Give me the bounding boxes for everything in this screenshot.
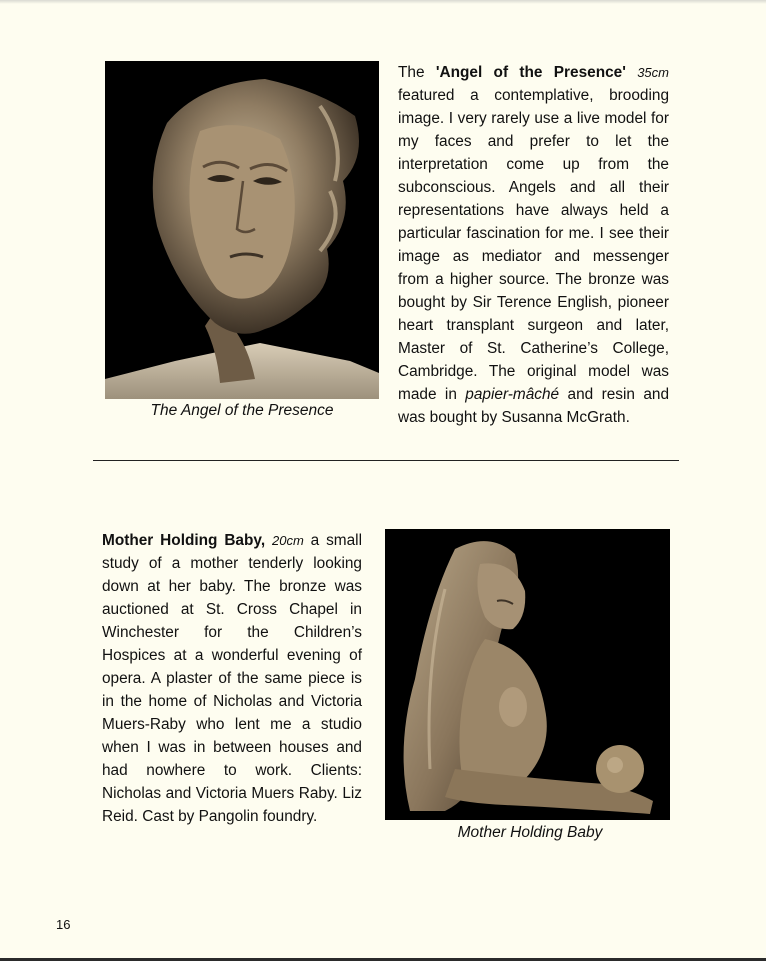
angel-text-prefix: The	[398, 64, 436, 81]
mother-baby-title: Mother Holding Baby,	[102, 532, 266, 549]
page-number: 16	[56, 917, 71, 932]
mother-baby-photo-caption: Mother Holding Baby	[457, 824, 603, 841]
angel-body-2: and resin and was bought by Susanna McGrath.	[398, 386, 670, 426]
page-top-edge	[0, 0, 766, 4]
mother-baby-body: a small study of a mother tenderly looking down at her baby. The bronze was auctioned at St. Cross Chapel in Winchester for the Children’s Hospices at a wonderful evening of opera. A plaster of the same piece is in the home of Nicholas and Victoria Muers-Raby who lent me a studio when I was in between houses and had nowhere to work. Clients: Nicholas and Victoria Muers Raby. Liz Reid. Cast by Pangolin foundry.	[102, 532, 363, 825]
angel-sculpture-photo	[105, 61, 379, 399]
angel-title: 'Angel of the Presence'	[435, 64, 626, 81]
angel-italic-term: papier-mâché	[465, 386, 560, 403]
angel-size: 35cm	[637, 65, 669, 80]
angel-photo-caption: The Angel of the Presence	[150, 402, 334, 419]
section-divider	[93, 460, 679, 461]
mother-baby-size: 20cm	[271, 533, 304, 548]
angel-description	[398, 61, 669, 429]
mother-baby-description	[102, 529, 362, 828]
angel-body-1: featured a contemplative, brooding image. I very rarely use a live model for my faces and prefer to let the interpretation come up from the subconscious. Angels and all their representations have always held a particular fascination for me. I see their image as mediator and messenger from a higher source. The bronze was bought by Sir Terence English, pioneer heart transplant surgeon and later, Master of St. Catherine’s College, Cambridge. The original model was made in	[398, 87, 669, 403]
mother-baby-sculpture-photo	[385, 529, 670, 820]
